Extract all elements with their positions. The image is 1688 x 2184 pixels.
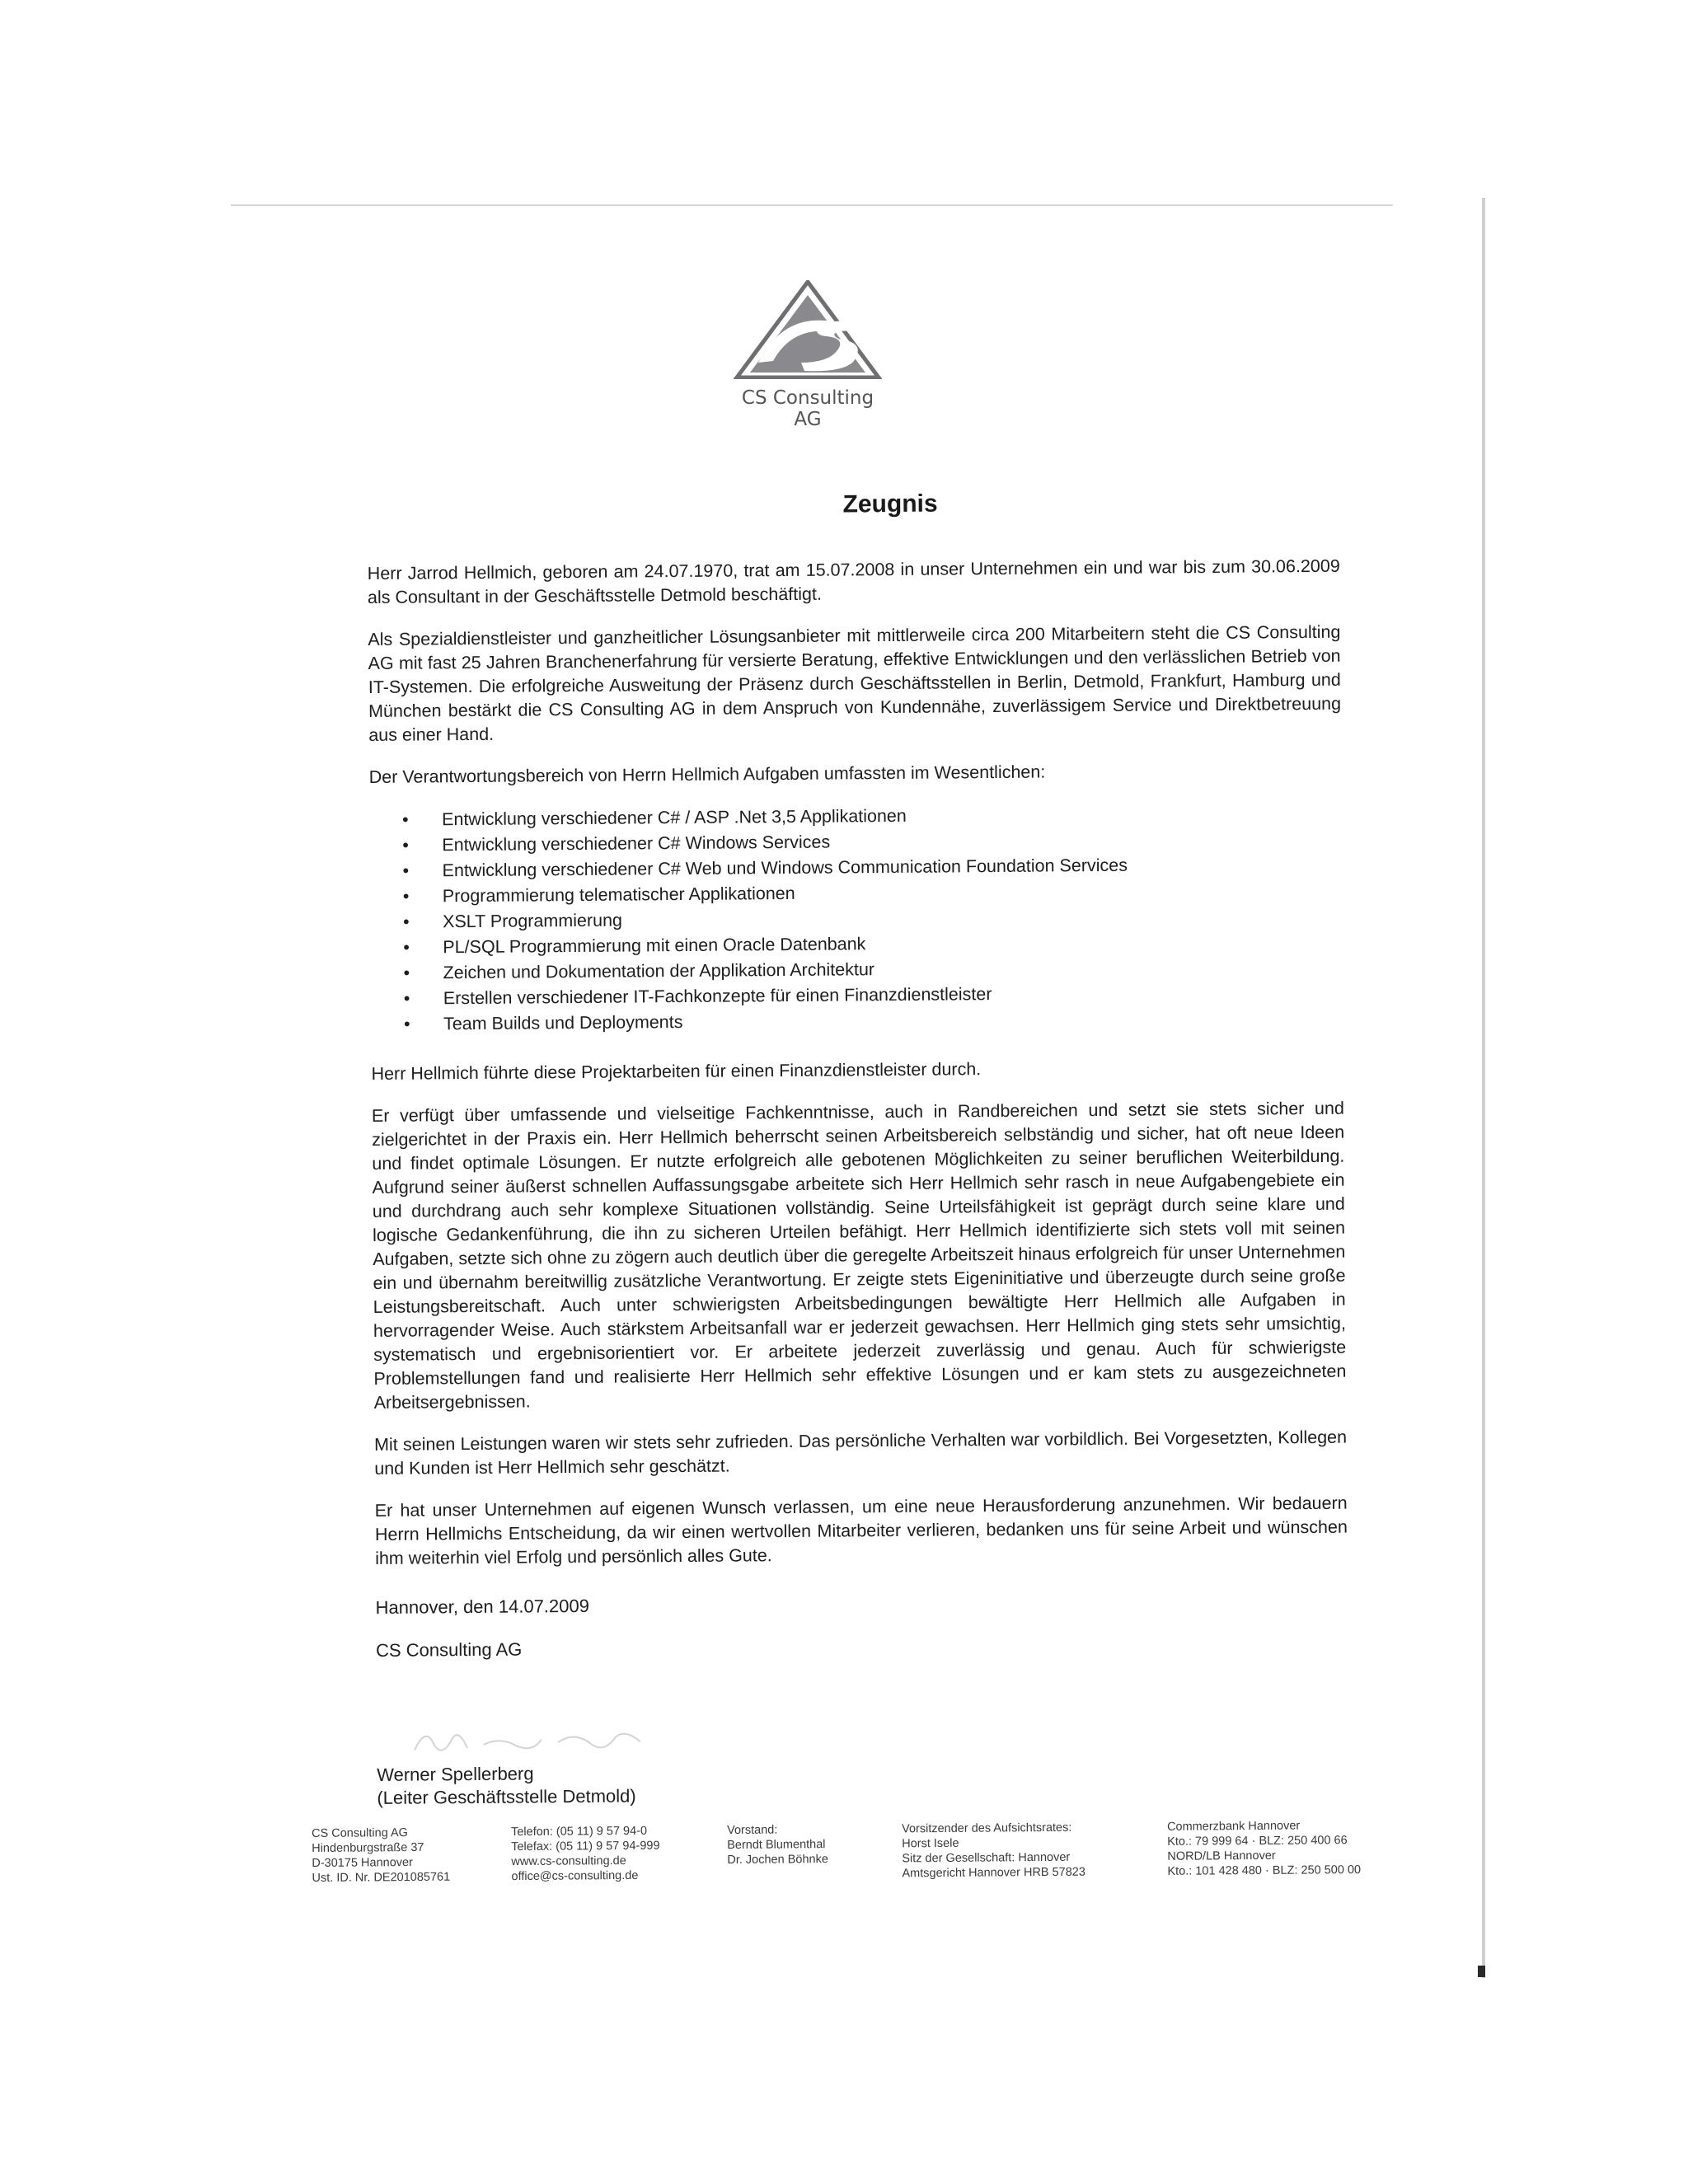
footer-line: office@cs-consulting.de <box>511 1868 639 1884</box>
bullet-icon: • <box>403 988 410 1009</box>
bullet-icon: • <box>402 912 410 932</box>
assessment-paragraph: Er verfügt über umfassende und vielseitige Fachkenntnisse, auch in Randbereichen und setzt sie stets sicher und zielgerichtet in der Praxis ein. Herr Hellmich beherrscht seinen Arbeitsbereich selbständig und sicher, hat oft neue Ideen und findet optimale Lösungen. Er nutzte erfolgreich alle gebotenen Möglichkeiten zu seiner beruflichen Weiterbildung. Aufgrund seiner äußerst schnellen Auffassungsgabe arbeitete sich Herr Hellmich sehr rasch in neue Aufgabengebiete ein und durchdrang auch sehr komplexe Situationen vollständig. Seine Urteilsfähigkeit ist geprägt durch seine klare und logische Gedankenführung, die ihn zu sicheren Urteilen befähigt. Herr Hellmich identifizierte sich stets voll mit seinen Aufgaben, setzte sich ohne zu zögern auch deutlich über die geregelte Arbeitszeit hinaus erfolgreich für unser Unternehmen ein und übernahm bereitwillig zusätzliche Verantwortung. Er zeigte stets Eigeninitiative und überzeugte durch seine große Leistungsbereitschaft. Auch unter schwierigsten Arbeitsbedingungen bewältigte Herr Hellmich alle Aufgaben in hervorragender Weise. Auch stärkstem Arbeitsanfall war er jederzeit gewachsen. Herr Hellmich ging stets sehr umsichtig, systematisch und ergebnisorientiert vor. Er arbeitete jederzeit zuverlässig und genau. Auch für schwierigste Problemstellungen fand und realisierte Herr Hellmich sehr effektive Lösungen und er kam stets zu ausgezeichneten Arbeitsergebnissen. <box>371 1098 1347 1413</box>
duty-text: Entwicklung verschiedener C# Web und Windows Communication Foundation Services <box>442 855 1128 881</box>
duty-text: Entwicklung verschiedener C# / ASP .Net 3,5 Applikationen <box>442 805 907 830</box>
closing-paragraph: Er hat unser Unternehmen auf eigenen Wunsch verlassen, um eine neue Herausforderung anzunehmen. Wir bedauern Herrn Hellmichs Entscheidung, da wir einen wertvollen Mitarbeiter verlieren, bedanken uns für seine Arbeit und wünschen ihm weiterhin viel Erfolg und persönlich alles Gute. <box>374 1493 1348 1568</box>
satisfaction-paragraph: Mit seinen Leistungen waren wir stets sehr zufrieden. Das persönliche Verhalten war vorbildlich. Bei Vorgesetzten, Kollegen und Kunden ist Herr Hellmich sehr geschätzt. <box>373 1427 1348 1479</box>
footer-line: Ust. ID. Nr. DE201085761 <box>312 1870 451 1885</box>
footer-line: Kto.: 101 428 480 · BLZ: 250 500 00 <box>1167 1863 1362 1878</box>
footer-line: Kto.: 79 999 64 · BLZ: 250 400 66 <box>1167 1834 1348 1849</box>
document-title: Zeugnis <box>842 490 938 518</box>
footer-line: Amtsgericht Hannover HRB 57823 <box>902 1865 1085 1881</box>
footer-line: D-30175 Hannover <box>312 1856 413 1870</box>
scan-speck <box>1478 1966 1485 1977</box>
scan-edge-top <box>231 204 1393 206</box>
footer-board <box>727 1822 868 1882</box>
footer-contact <box>511 1823 693 1884</box>
intro-paragraph: Herr Jarrod Hellmich, geboren am 24.07.1970, trat am 15.07.2008 in unser Unternehmen ein und war bis zum 30.06.2009 als Consultant in der Geschäftsstelle Detmold beschäftigt. <box>367 555 1340 607</box>
footer-supervisory <box>902 1820 1133 1881</box>
footer-bank <box>1167 1818 1382 1879</box>
footer-line: Berndt Blumenthal <box>727 1838 826 1853</box>
footer-line: Telefax: (05 11) 9 57 94-999 <box>511 1839 660 1854</box>
footer-address <box>312 1825 477 1886</box>
handwritten-signature <box>410 1713 1349 1764</box>
footer-line: www.cs-consulting.de <box>511 1854 626 1869</box>
footer-line: Commerzbank Hannover <box>1166 1819 1301 1834</box>
bullet-icon: • <box>403 963 410 983</box>
duties-list <box>369 800 1343 1038</box>
duty-text: Programmierung telematischer Applikationen <box>442 883 795 907</box>
footer-line: Horst Isele <box>902 1836 959 1851</box>
scan-edge-right <box>1482 198 1485 1978</box>
bullet-icon: • <box>402 809 409 830</box>
responsibilities-intro: Der Verantwortungsbereich von Herrn Hellmich Aufgaben umfassten im Wesentlichen: <box>368 762 1046 787</box>
footer-line: CS Consulting AG <box>312 1826 409 1840</box>
duty-text: Erstellen verschiedener IT-Fachkonzepte für einen Finanzdienstleister <box>443 984 992 1009</box>
duty-text: Zeichen und Dokumentation der Applikation Architektur <box>443 959 875 983</box>
footer-line: Vorstand: <box>726 1823 778 1838</box>
footer-line: Sitz der Gesellschaft: Hannover <box>902 1850 1071 1866</box>
duty-text: Entwicklung verschiedener C# Windows Services <box>442 832 831 855</box>
bullet-icon: • <box>402 886 410 907</box>
bullet-icon: • <box>402 860 410 881</box>
footer-line: Dr. Jochen Böhnke <box>727 1853 828 1868</box>
logo-company-name: CS Consulting AG <box>741 387 874 430</box>
duty-text: Team Builds und Deployments <box>443 1012 683 1034</box>
place-date: Hannover, den 14.07.2009 <box>375 1595 590 1618</box>
project-paragraph: Herr Hellmich führte diese Projektarbeiten für einen Finanzdienstleister durch. <box>371 1059 982 1084</box>
duty-text: PL/SQL Programmierung mit einen Oracle Datenbank <box>443 934 866 958</box>
bullet-icon: • <box>403 937 410 958</box>
company-signature-line: CS Consulting AG <box>375 1638 523 1661</box>
footer-line: Telefon: (05 11) 9 57 94-0 <box>511 1824 648 1840</box>
certificate-body <box>367 487 1349 1810</box>
footer-line: Vorsitzender des Aufsichtsrates: <box>901 1821 1072 1836</box>
duty-text: XSLT Programmierung <box>442 910 623 932</box>
company-description-paragraph: Als Spezialdienstleister und ganzheitlicher Lösungsanbieter mit mittlerweile circa 200 Mitarbeitern steht die CS Consulting AG mit fast 25 Jahren Branchenerfahrung für versierte Beratung, effektive Entwicklungen und den verlässlichen Betrieb von IT-Systemen. Die erfolgreiche Ausweitung der Präsenz durch Geschäftsstellen in Berlin, Detmold, Frankfurt, Hamburg und München bestärkt die CS Consulting AG in dem Anspruch von Kundennähe, zuverlässigem Service und Direktbetreuung aus einer Hand. <box>368 621 1342 745</box>
footer-line: NORD/LB Hannover <box>1167 1849 1276 1863</box>
bullet-icon: • <box>402 835 409 855</box>
company-logo <box>725 280 890 429</box>
signer-role: (Leiter Geschäftsstelle Detmold) <box>377 1785 636 1808</box>
bullet-icon: • <box>403 1014 410 1034</box>
signer-name: Werner Spellerberg <box>377 1763 534 1785</box>
letterhead-footer <box>312 1818 1400 1886</box>
footer-line: Hindenburgstraße 37 <box>312 1840 424 1855</box>
cs-triangle-logo-icon <box>734 280 882 379</box>
